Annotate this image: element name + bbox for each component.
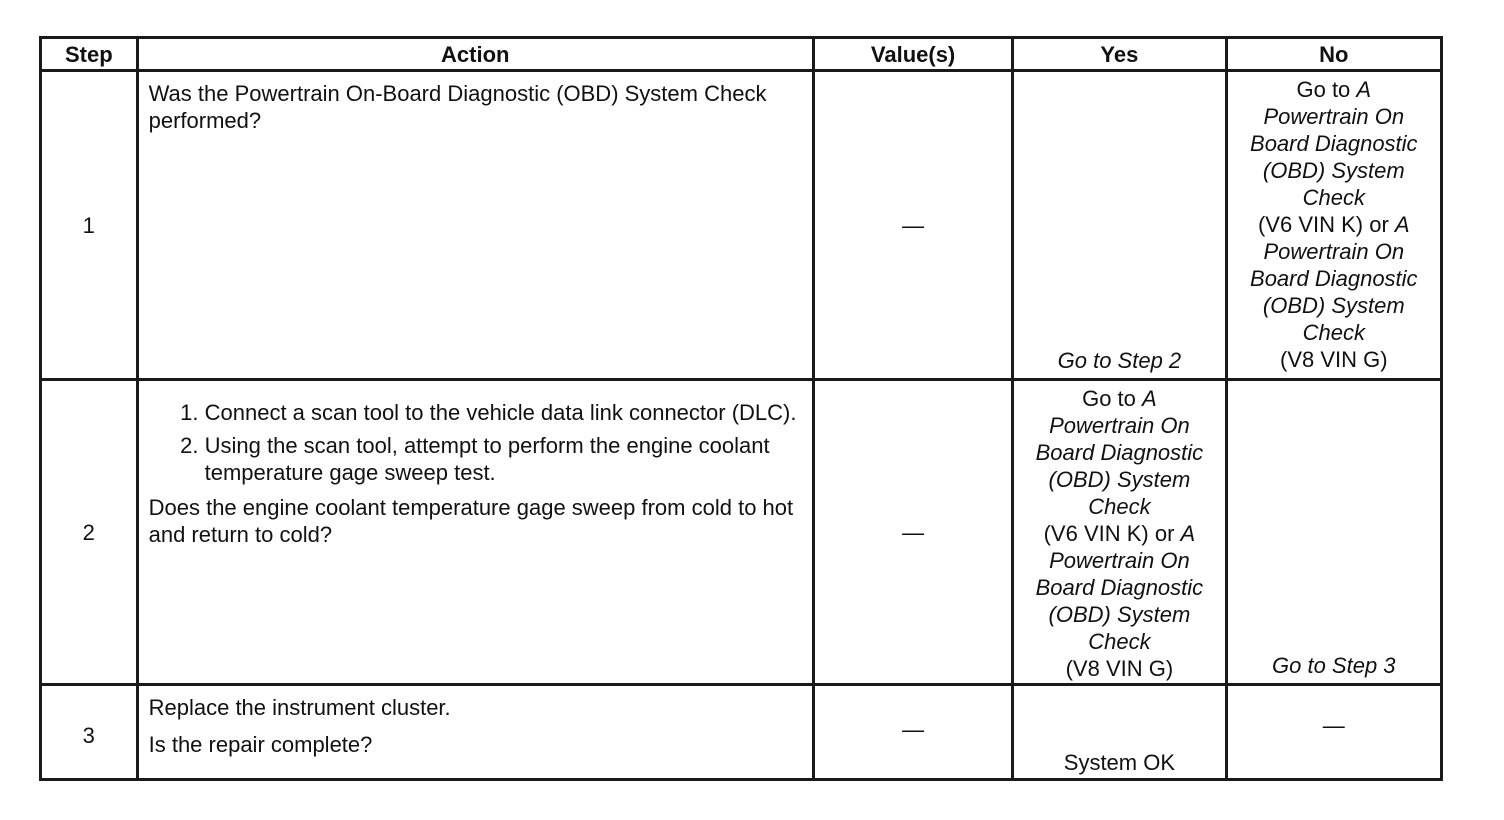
value-dash: — xyxy=(902,212,925,238)
step-cell xyxy=(41,685,138,780)
yes-cell xyxy=(1013,685,1226,780)
diagnostic-table xyxy=(39,36,1443,781)
goto-line: Check xyxy=(1088,494,1151,519)
step-number: 1 xyxy=(82,212,95,238)
yes-cell xyxy=(1013,380,1226,685)
no-goto-link[interactable]: Go to Step 3 xyxy=(1272,653,1396,678)
no-cell xyxy=(1226,71,1441,380)
goto-line: (OBD) System xyxy=(1262,293,1405,318)
value-dash: — xyxy=(902,717,925,742)
goto-line: Powertrain On xyxy=(1263,239,1405,264)
yes-goto-link[interactable]: Go to Step 2 xyxy=(1057,348,1182,373)
header-no: No xyxy=(1226,38,1441,71)
header-step: Step xyxy=(41,38,138,71)
action-steps-list xyxy=(149,399,802,486)
goto-line: (V6 VIN K) or A xyxy=(1043,521,1196,546)
goto-line: Powertrain On xyxy=(1263,104,1405,129)
goto-line: (V8 VIN G) xyxy=(1065,656,1174,681)
value-cell xyxy=(813,71,1012,380)
no-cell xyxy=(1226,685,1441,780)
goto-line: Check xyxy=(1088,629,1151,654)
value-cell xyxy=(813,685,1012,780)
header-values: Value(s) xyxy=(813,38,1012,71)
goto-line: (OBD) System xyxy=(1262,158,1405,183)
action-cell xyxy=(137,380,813,685)
goto-line: Board Diagnostic xyxy=(1250,131,1418,156)
no-goto-link[interactable] xyxy=(1228,76,1440,373)
no-cell xyxy=(1226,380,1441,685)
value-cell xyxy=(813,380,1012,685)
action-question: Does the engine coolant temperature gage sweep from cold to hot and return to cold? xyxy=(148,495,794,547)
goto-line: Powertrain On xyxy=(1049,548,1190,573)
no-result-dash: — xyxy=(1322,713,1345,738)
step-number: 3 xyxy=(82,723,95,748)
diagnostic-table-wrapper xyxy=(39,36,1443,781)
step-number: 2 xyxy=(82,519,95,545)
goto-line: Board Diagnostic xyxy=(1035,440,1204,465)
goto-line: Go to A xyxy=(1082,386,1157,411)
goto-line: Board Diagnostic xyxy=(1035,575,1204,600)
action-step-item: 1. Connect a scan tool to the vehicle data link connector (DLC). xyxy=(205,399,802,426)
header-action: Action xyxy=(137,38,813,71)
goto-line: (V8 VIN G) xyxy=(1280,347,1388,372)
yes-cell xyxy=(1013,71,1226,380)
action-question: Is the repair complete? xyxy=(148,732,373,757)
goto-line: Powertrain On xyxy=(1049,413,1190,438)
step-cell xyxy=(41,380,138,685)
table-row-step-2 xyxy=(41,380,1442,685)
header-row xyxy=(41,38,1442,71)
goto-line: Board Diagnostic xyxy=(1250,266,1418,291)
goto-line: Check xyxy=(1302,185,1365,210)
table-row-step-3 xyxy=(41,685,1442,780)
action-instruction: Replace the instrument cluster. xyxy=(148,695,451,720)
action-step-item: 2. Using the scan tool, attempt to perform the engine coolant temperature gage sweep test. xyxy=(205,432,802,486)
value-dash: — xyxy=(902,519,925,545)
header-yes: Yes xyxy=(1013,38,1226,71)
goto-line: (V6 VIN K) or A xyxy=(1257,212,1410,237)
step-cell xyxy=(41,71,138,380)
goto-line: Check xyxy=(1302,320,1365,345)
action-cell xyxy=(137,71,813,380)
action-cell xyxy=(137,685,813,780)
table-row-step-1 xyxy=(41,71,1442,380)
goto-line: (OBD) System xyxy=(1048,602,1191,627)
goto-line: (OBD) System xyxy=(1048,467,1191,492)
action-question: Was the Powertrain On-Board Diagnostic (OBD) System Check performed? xyxy=(148,81,767,133)
yes-goto-link[interactable] xyxy=(1014,385,1224,682)
goto-line: Go to A xyxy=(1296,77,1372,102)
yes-result: System OK xyxy=(1063,750,1176,775)
